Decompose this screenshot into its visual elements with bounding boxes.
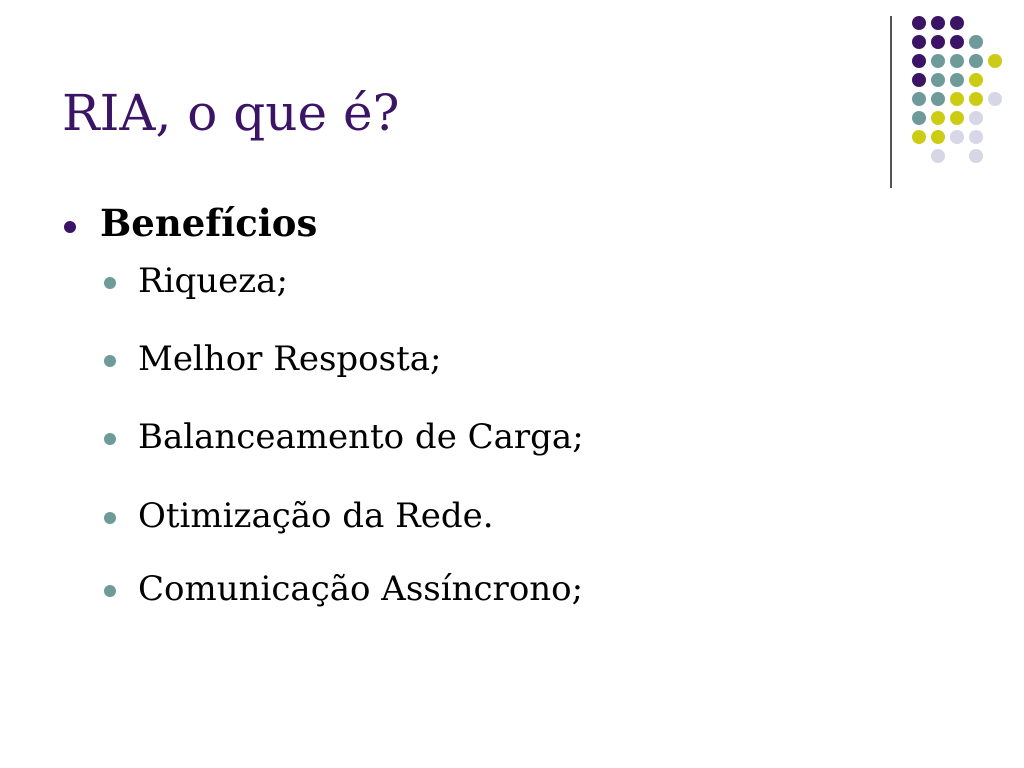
bullet-dot-icon	[104, 355, 116, 367]
slide-title: RIA, o que é?	[62, 84, 400, 142]
list-item: Melhor Resposta;	[138, 339, 442, 379]
bullet-dot-icon	[104, 433, 116, 445]
list-item: Comunicação Assíncrono;	[138, 569, 584, 609]
bullet-dot-icon	[104, 512, 116, 524]
list-item: Balanceamento de Carga;	[138, 417, 584, 457]
heading-beneficios: Benefícios	[100, 201, 318, 245]
list-item: Riqueza;	[138, 261, 288, 301]
bullet-dot-icon	[64, 221, 76, 233]
bullet-dot-icon	[104, 585, 116, 597]
list-item: Otimização da Rede.	[138, 496, 494, 536]
bullet-dot-icon	[104, 277, 116, 289]
